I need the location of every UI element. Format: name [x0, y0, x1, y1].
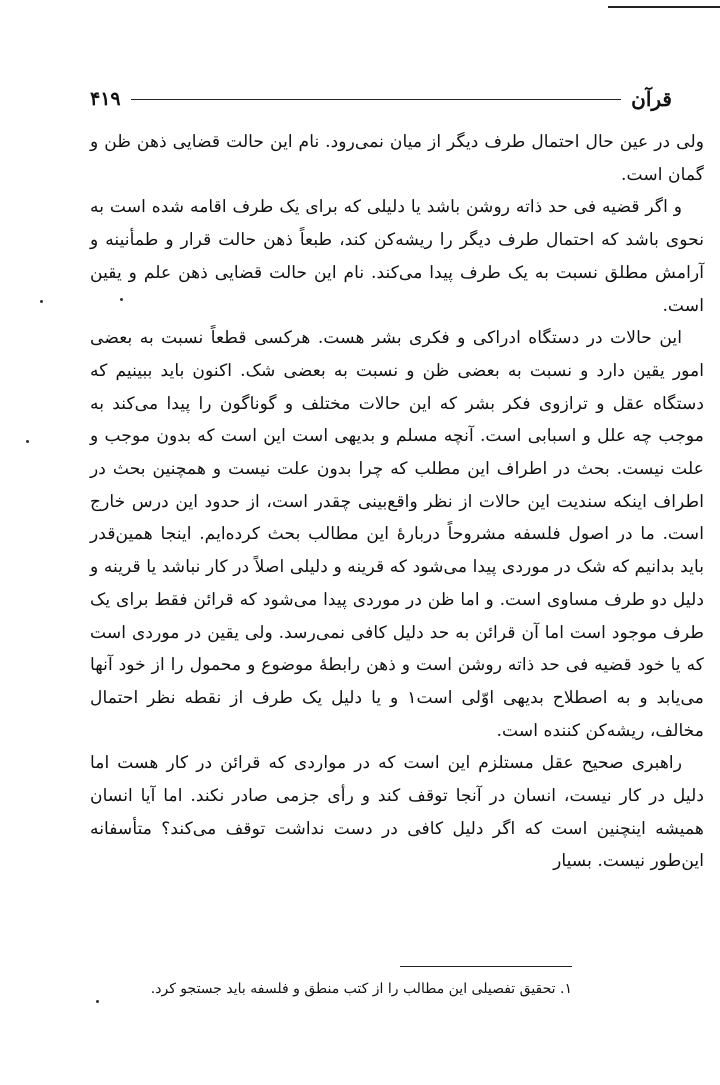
scan-speck	[120, 298, 123, 301]
scan-speck	[40, 300, 43, 303]
paragraph: ولی در عین حال احتمال طرف دیگر از میان نمی‌رود. نام این حالت قضایی ذهن ظن و گمان است.	[90, 132, 704, 185]
footnote-rule	[400, 966, 572, 967]
footnote: ۱. تحقیق تفصیلی این مطالب را از کتب منطق و فلسفه باید جستجو کرد.	[150, 981, 572, 997]
paragraph: و اگر قضیه فی حد ذاته روشن باشد یا دلیلی که برای یک طرف اقامه شده است به نحوی باشد که احتمال طرف دیگر را ریشه‌کن کند، طبعاً ذهن حالت قرار و طمأنینه و آرامش مطلق نسبت به یک طرف پیدا می‌کند. نام این حالت قضایی ذهن علم و یقین است.	[90, 197, 704, 316]
scan-speck	[96, 1000, 99, 1003]
running-title: قرآن	[631, 87, 672, 111]
running-header	[90, 84, 672, 114]
body-text	[90, 126, 704, 878]
top-edge-rule	[608, 6, 720, 8]
header-rule	[131, 99, 622, 100]
paragraph: این حالات در دستگاه ادراکی و فکری بشر هست. هرکسی قطعاً نسبت به بعضی امور یقین دارد و نسبت به بعضی ظن و نسبت به بعضی شک. اکنون باید ببینیم که دستگاه عقل و ترازوی فکر بشر که این حالات مختلف و گوناگون را پیدا می‌کند به موجب چه علل و اسبابی است. آنچه مسلم و بدیهی است این است که بدون موجب و علت نیست. بحث در اطراف این مطلب که چرا بدون علت نیست و همچنین بحث در اطراف اینکه سندیت این حالات از نظر واقع‌بینی چقدر است، از حدود این درس خارج است. ما در اصول فلسفه مشروحاً دربارهٔ این مطالب بحث کرده‌ایم. اینجا همین‌قدر باید بدانیم که شک در موردی پیدا می‌شود که قرینه و دلیلی اصلاً در کار نباشد یا قرینه و دلیل دو طرف مساوی است. و اما ظن در موردی پیدا می‌شود که قرائن فقط برای یک طرف موجود است اما آن قرائن به حد دلیل کافی نمی‌رسد. ولی یقین در موردی است که یا خود قضیه فی حد ذاته روشن است و ذهن رابطهٔ موضوع و محمول را از خود آنها می‌یابد و به اصطلاح بدیهی اوّلی است۱ و یا دلیل یک طرف از نقطه نظر احتمال مخالف، ریشه‌کن کننده است.	[90, 328, 704, 741]
paragraph: راهبری صحیح عقل مستلزم این است که در مواردی که قرائن در کار هست اما دلیل در کار نیست، انسان در آنجا توقف کند و رأی جزمی صادر نکند. اما آیا انسان همیشه اینچنین است که اگر دلیل کافی در دست نداشت توقف می‌کند؟ متأسفانه این‌طور نیست. بسیار	[90, 753, 704, 872]
scan-speck	[26, 440, 29, 443]
page-number: ۴۱۹	[90, 88, 121, 110]
